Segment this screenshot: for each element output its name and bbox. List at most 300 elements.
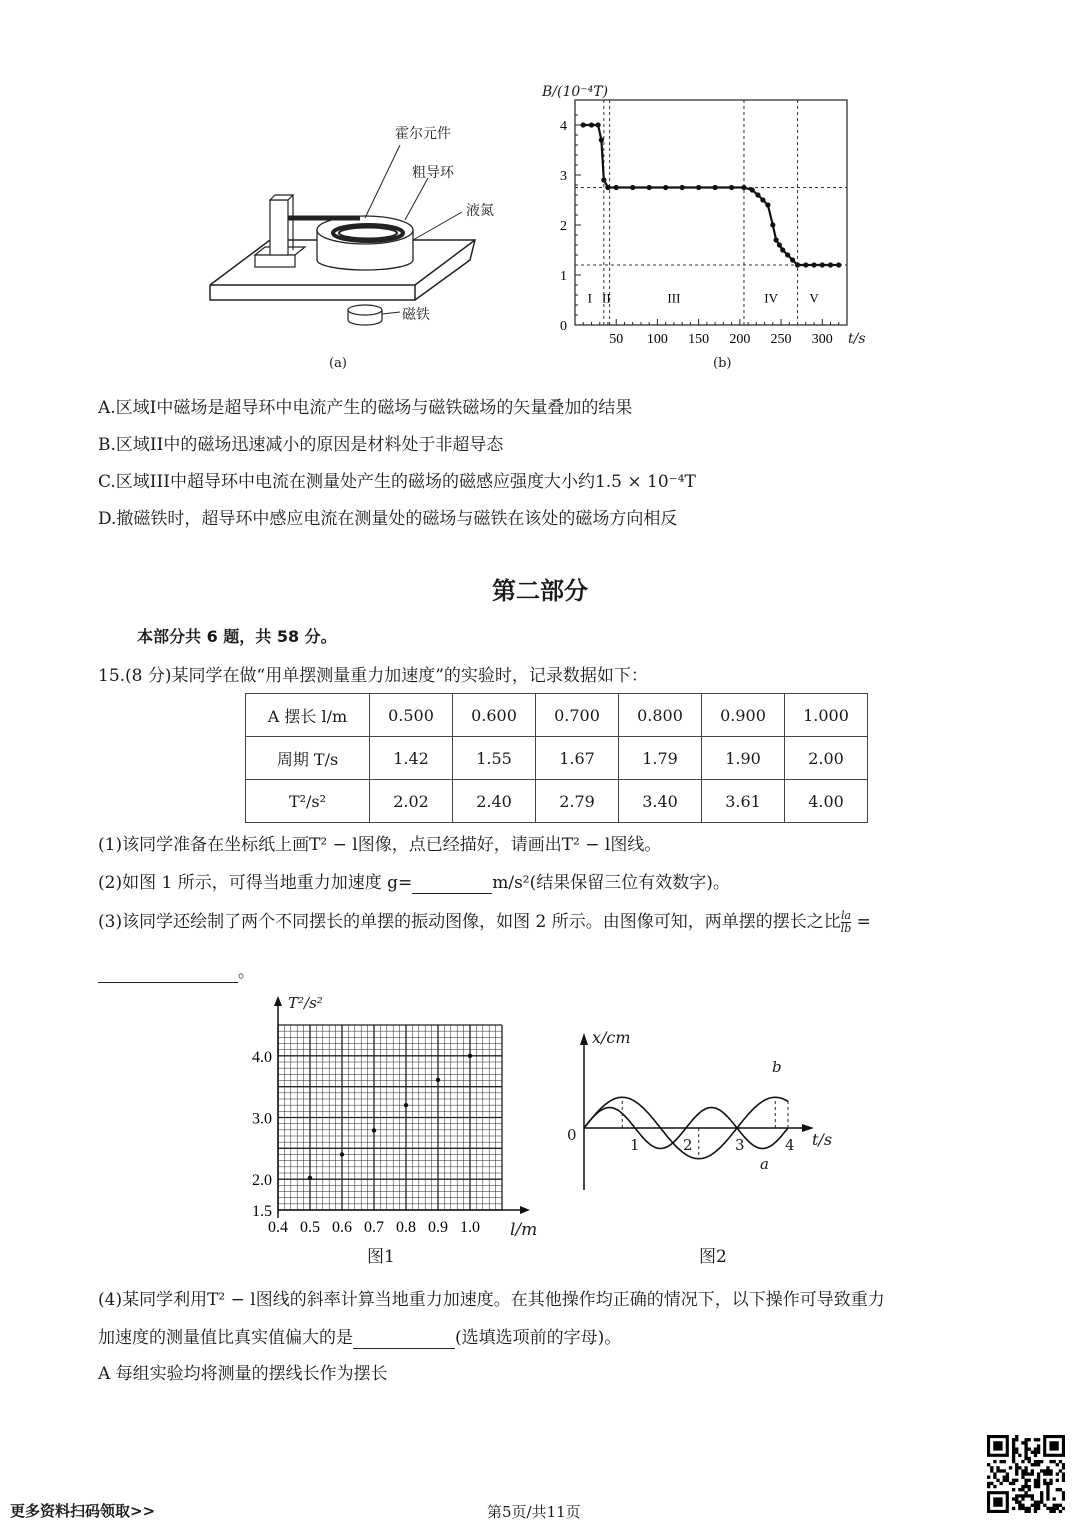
qr-module	[1003, 1469, 1006, 1472]
qr-finder	[1049, 1441, 1058, 1450]
qr-module	[1034, 1451, 1037, 1454]
qr-module	[1009, 1466, 1012, 1469]
qr-module	[1015, 1469, 1018, 1472]
qr-module	[996, 1466, 999, 1469]
x-tick-label: 0.7	[364, 1219, 384, 1236]
qr-module	[1012, 1457, 1015, 1460]
fig2-tick: 2	[683, 1136, 693, 1154]
label-coarse-ring: 粗导环	[412, 165, 454, 181]
data-point	[790, 257, 795, 262]
qr-module	[1053, 1504, 1056, 1507]
option-b: B.区域II中的磁场迅速减小的原因是材料处于非超导态	[98, 435, 504, 455]
qr-module	[1046, 1497, 1049, 1500]
q15-part1: (1)该同学准备在坐标纸上画T² − l图像，点已经描好，请画出T² − l图线。	[98, 835, 662, 855]
qr-module	[1028, 1494, 1031, 1497]
qr-module	[1034, 1510, 1037, 1513]
label-hall-element: 霍尔元件	[395, 126, 451, 142]
qr-module	[1034, 1504, 1037, 1507]
qr-module	[1037, 1472, 1040, 1475]
data-point	[755, 192, 760, 197]
x-tick-label: 0.5	[300, 1219, 320, 1236]
qr-module	[1024, 1485, 1027, 1488]
qr-module	[1046, 1488, 1049, 1491]
qr-module	[1024, 1507, 1027, 1510]
figure-2-chart	[560, 1025, 850, 1195]
qr-module	[993, 1476, 996, 1479]
qr-module	[1046, 1507, 1049, 1510]
qr-module	[1012, 1451, 1015, 1454]
qr-module	[1040, 1501, 1043, 1504]
data-point	[601, 177, 606, 182]
data-point	[836, 262, 841, 267]
answer-blank-choice[interactable]	[353, 1328, 455, 1349]
qr-module	[993, 1460, 996, 1463]
data-point	[696, 185, 701, 190]
qr-module	[1021, 1441, 1024, 1444]
qr-module	[1046, 1472, 1049, 1475]
x-tick-label: 0.9	[428, 1219, 448, 1236]
data-point	[605, 185, 610, 190]
q15-part4-hint: (选填选项前的字母)。	[455, 1328, 622, 1348]
qr-module	[1031, 1497, 1034, 1500]
qr-module	[1015, 1494, 1018, 1497]
qr-module	[1034, 1454, 1037, 1457]
qr-module	[993, 1485, 996, 1488]
data-point	[404, 1103, 408, 1107]
table-cell: 1.000	[785, 694, 868, 737]
q15-part3-answer	[98, 957, 255, 983]
table-cell: 3.40	[619, 780, 702, 823]
y-tick-label: 4.0	[252, 1048, 272, 1066]
qr-module	[1018, 1501, 1021, 1504]
qr-module	[990, 1469, 993, 1472]
table-cell: 0.900	[702, 694, 785, 737]
qr-module	[1021, 1472, 1024, 1475]
figure-b-x-title: t/s	[848, 331, 866, 347]
fig2-label-b: b	[772, 1058, 782, 1076]
option-c-text: C.区域III中超导环中电流在测量处产生的磁场的磁感应强度大小约	[98, 472, 595, 492]
qr-module	[1056, 1504, 1059, 1507]
x-tick-label: 0.4	[268, 1219, 288, 1236]
figure-b-y-title: B/(10⁻⁴T)	[542, 84, 609, 100]
data-point	[468, 1054, 472, 1058]
table-cell: 周期 T/s	[246, 737, 370, 780]
fig2-caption: 图2	[699, 1247, 727, 1267]
qr-module	[987, 1476, 990, 1479]
data-point	[599, 137, 604, 142]
x-tick-label: 250	[770, 332, 792, 347]
qr-module	[1040, 1460, 1043, 1463]
qr-module	[1062, 1463, 1065, 1466]
table-row	[246, 694, 868, 737]
qr-module	[1037, 1438, 1040, 1441]
qr-module	[1034, 1501, 1037, 1504]
qr-module	[1053, 1507, 1056, 1510]
qr-module	[1015, 1451, 1018, 1454]
qr-module	[1024, 1466, 1027, 1469]
q15-part4-text: 加速度的测量值比真实值偏大的是	[98, 1328, 353, 1348]
qr-module	[1021, 1469, 1024, 1472]
qr-module	[1046, 1466, 1049, 1469]
x-tick-label: 150	[688, 332, 710, 347]
qr-module	[1059, 1510, 1062, 1513]
data-point	[765, 202, 770, 207]
qr-module	[1021, 1504, 1024, 1507]
qr-module	[1062, 1472, 1065, 1475]
qr-module	[1034, 1438, 1037, 1441]
qr-module	[1012, 1454, 1015, 1457]
data-point	[774, 237, 779, 242]
qr-module	[1037, 1476, 1040, 1479]
qr-module	[1006, 1479, 1009, 1482]
data-point	[372, 1128, 376, 1132]
qr-module	[1062, 1479, 1065, 1482]
qr-module	[1028, 1438, 1031, 1441]
data-point	[630, 185, 635, 190]
fig2-origin: 0	[567, 1126, 577, 1144]
qr-module	[1037, 1485, 1040, 1488]
qr-module	[1015, 1466, 1018, 1469]
q15-part4-line2	[98, 1323, 621, 1349]
data-point	[589, 122, 594, 127]
qr-module	[1046, 1491, 1049, 1494]
region-label: V	[809, 290, 819, 306]
qr-module	[1024, 1469, 1027, 1472]
qr-module	[1012, 1444, 1015, 1447]
fig2-tick: 4	[785, 1136, 795, 1154]
qr-code[interactable]	[987, 1435, 1065, 1513]
qr-module	[1037, 1447, 1040, 1450]
qr-module	[1018, 1466, 1021, 1469]
table-cell: 2.40	[453, 780, 536, 823]
qr-module	[1037, 1451, 1040, 1454]
qr-module	[1018, 1504, 1021, 1507]
y-tick-label: 3	[560, 169, 567, 184]
qr-module	[1034, 1507, 1037, 1510]
qr-module	[999, 1460, 1002, 1463]
x-axis-arrow	[520, 1206, 530, 1214]
qr-module	[1062, 1491, 1065, 1494]
qr-module	[1053, 1497, 1056, 1500]
data-point	[647, 185, 652, 190]
qr-module	[1024, 1451, 1027, 1454]
q15-part3-end: 。	[238, 962, 255, 982]
qr-module	[1037, 1507, 1040, 1510]
qr-module	[1043, 1504, 1046, 1507]
table-cell: 1.67	[536, 737, 619, 780]
qr-module	[1021, 1488, 1024, 1491]
qr-module	[1024, 1441, 1027, 1444]
table-row	[246, 780, 868, 823]
x-tick-label: 100	[646, 332, 668, 347]
fig1-y-title: T²/s²	[288, 994, 323, 1012]
figure-a-caption: (a)	[329, 356, 347, 371]
qr-module	[1009, 1482, 1012, 1485]
qr-module	[1034, 1479, 1037, 1482]
qr-module	[1056, 1479, 1059, 1482]
qr-module	[1049, 1507, 1052, 1510]
qr-module	[1021, 1507, 1024, 1510]
qr-module	[1015, 1435, 1018, 1438]
qr-module	[1003, 1460, 1006, 1463]
qr-module	[1028, 1485, 1031, 1488]
table-cell: 2.79	[536, 780, 619, 823]
x-tick-label: 1.0	[460, 1219, 480, 1236]
qr-module	[996, 1469, 999, 1472]
qr-module	[1024, 1491, 1027, 1494]
qr-module	[1015, 1438, 1018, 1441]
data-point	[614, 185, 619, 190]
qr-module	[1053, 1460, 1056, 1463]
table-cell: 1.55	[453, 737, 536, 780]
fig1-x-title: l/m	[510, 1220, 538, 1240]
qr-module	[1062, 1476, 1065, 1479]
qr-module	[1003, 1479, 1006, 1482]
qr-module	[1012, 1447, 1015, 1450]
section-title: 第二部分	[492, 577, 588, 605]
qr-module	[1034, 1460, 1037, 1463]
qr-module	[1043, 1482, 1046, 1485]
table-cell: 2.00	[785, 737, 868, 780]
qr-module	[1021, 1460, 1024, 1463]
qr-module	[1012, 1460, 1015, 1463]
qr-module	[1024, 1457, 1027, 1460]
data-point	[795, 262, 800, 267]
qr-module	[1059, 1504, 1062, 1507]
qr-module	[1062, 1497, 1065, 1500]
qr-module	[993, 1472, 996, 1475]
qr-module	[1040, 1491, 1043, 1494]
qr-module	[1049, 1460, 1052, 1463]
qr-module	[987, 1482, 990, 1485]
qr-module	[1028, 1510, 1031, 1513]
fig2-label-a: a	[760, 1155, 769, 1173]
qr-module	[1059, 1488, 1062, 1491]
qr-module	[1043, 1472, 1046, 1475]
footer-more-resources[interactable]: 更多资料扫码领取>>	[10, 1502, 156, 1520]
qr-module	[1015, 1472, 1018, 1475]
data-point	[729, 185, 734, 190]
qr-module	[1031, 1451, 1034, 1454]
qr-module	[1012, 1488, 1015, 1491]
qr-module	[1037, 1444, 1040, 1447]
qr-module	[1028, 1479, 1031, 1482]
qr-module	[1037, 1501, 1040, 1504]
data-point	[811, 262, 816, 267]
x-tick-label: 300	[811, 332, 833, 347]
qr-module	[1040, 1494, 1043, 1497]
qr-module	[1015, 1463, 1018, 1466]
qr-module	[1059, 1460, 1062, 1463]
qr-module	[996, 1479, 999, 1482]
qr-module	[1062, 1494, 1065, 1497]
table-cell: T²/s²	[246, 780, 370, 823]
qr-module	[1056, 1463, 1059, 1466]
qr-module	[1006, 1472, 1009, 1475]
q15-part4: (4)某同学利用T² − l图线的斜率计算当地重力加速度。在其他操作均正确的情况下，以下操作可导致重力	[98, 1290, 885, 1310]
q15-option-a: A 每组实验均将测量的摆线长作为摆长	[98, 1364, 388, 1384]
q15-part2-text: (2)如图 1 所示，可得当地重力加速度 g=	[98, 873, 413, 893]
qr-module	[1037, 1460, 1040, 1463]
qr-module	[1049, 1510, 1052, 1513]
qr-module	[1024, 1472, 1027, 1475]
answer-blank-g[interactable]	[412, 873, 492, 894]
fig2-tick: 3	[735, 1136, 745, 1154]
data-point	[680, 185, 685, 190]
qr-module	[1003, 1476, 1006, 1479]
q15-part2	[98, 868, 730, 894]
plot-frame	[575, 100, 847, 325]
q15-stem: 15.(8 分)某同学在做“用单摆测量重力加速度”的实验时，记录数据如下：	[98, 666, 648, 686]
qr-module	[1024, 1447, 1027, 1450]
ratio-numerator: la	[840, 909, 852, 922]
qr-module	[1046, 1482, 1049, 1485]
answer-blank-ratio[interactable]	[98, 962, 238, 983]
qr-module	[1024, 1454, 1027, 1457]
qr-module	[1034, 1463, 1037, 1466]
qr-module	[1018, 1507, 1021, 1510]
figure-1-chart	[240, 990, 550, 1250]
qr-module	[1018, 1454, 1021, 1457]
qr-module	[1012, 1497, 1015, 1500]
qr-module	[1024, 1444, 1027, 1447]
qr-module	[1024, 1482, 1027, 1485]
table-cell: 4.00	[785, 780, 868, 823]
region-label: IV	[764, 290, 779, 306]
series-line	[583, 125, 839, 265]
qr-module	[1040, 1497, 1043, 1500]
qr-finder	[993, 1497, 1002, 1506]
option-a: A.区域I中磁场是超导环中电流产生的磁场与磁铁磁场的矢量叠加的结果	[98, 398, 633, 418]
fig2-y-title: x/cm	[592, 1028, 631, 1047]
qr-module	[1034, 1485, 1037, 1488]
label-liquid-nitrogen: 液氮	[466, 203, 494, 219]
qr-module	[1031, 1504, 1034, 1507]
qr-module	[1012, 1479, 1015, 1482]
q15-part3-text: (3)该同学还绘制了两个不同摆长的单摆的振动图像，如图 2 所示。由图像可知，两单摆的摆长之比	[98, 912, 841, 932]
data-point	[581, 122, 586, 127]
qr-module	[1056, 1488, 1059, 1491]
qr-module	[1028, 1488, 1031, 1491]
qr-module	[1056, 1472, 1059, 1475]
ratio-equals: =	[856, 912, 871, 932]
qr-module	[1015, 1497, 1018, 1500]
ratio-denominator: lb	[840, 922, 852, 935]
data-point	[436, 1078, 440, 1082]
qr-module	[1012, 1507, 1015, 1510]
qr-module	[999, 1469, 1002, 1472]
qr-module	[990, 1482, 993, 1485]
data-point	[780, 247, 785, 252]
qr-module	[1053, 1510, 1056, 1513]
figure-b-caption: (b)	[713, 356, 732, 371]
x-tick-label: 200	[729, 332, 751, 347]
data-point	[777, 242, 782, 247]
qr-module	[1031, 1469, 1034, 1472]
fig1-caption: 图1	[367, 1247, 395, 1267]
q15-part2-unit: m/s²(结果保留三位有效数字)。	[492, 873, 730, 893]
pendulum-data-table	[245, 693, 868, 823]
qr-module	[1046, 1485, 1049, 1488]
qr-module	[1015, 1447, 1018, 1450]
y-axis-arrow	[580, 1033, 588, 1045]
qr-module	[1031, 1494, 1034, 1497]
table-row	[246, 737, 868, 780]
table-cell: 0.500	[370, 694, 453, 737]
table-cell: 3.61	[702, 780, 785, 823]
region-label: I	[587, 290, 593, 306]
qr-module	[1043, 1469, 1046, 1472]
qr-module	[1015, 1479, 1018, 1482]
qr-module	[1024, 1494, 1027, 1497]
x-tick-label: 50	[609, 332, 624, 347]
data-point	[803, 262, 808, 267]
qr-module	[1046, 1494, 1049, 1497]
table-cell: A 摆长 l/m	[246, 694, 370, 737]
qr-module	[1062, 1507, 1065, 1510]
qr-module	[1049, 1482, 1052, 1485]
y-tick-label: 1.5	[252, 1203, 272, 1220]
page-number: 第5页/共11页	[487, 1503, 581, 1521]
region-label: II	[601, 290, 611, 306]
data-point	[760, 197, 765, 202]
qr-module	[1043, 1479, 1046, 1482]
qr-module	[1012, 1438, 1015, 1441]
fig2-x-title: t/s	[812, 1130, 833, 1149]
qr-module	[1049, 1472, 1052, 1475]
figure-b-chart	[535, 80, 880, 380]
data-point	[713, 185, 718, 190]
data-point	[741, 185, 746, 190]
table-cell: 2.02	[370, 780, 453, 823]
qr-module	[1021, 1497, 1024, 1500]
data-point	[750, 187, 755, 192]
table-cell: 0.600	[453, 694, 536, 737]
table-cell: 0.700	[536, 694, 619, 737]
y-tick-label: 4	[560, 119, 567, 134]
qr-module	[1034, 1447, 1037, 1450]
qr-module	[1049, 1469, 1052, 1472]
qr-module	[1034, 1482, 1037, 1485]
qr-module	[1062, 1466, 1065, 1469]
y-tick-label: 2.0	[252, 1172, 272, 1190]
qr-module	[1028, 1457, 1031, 1460]
table-cell: 1.90	[702, 737, 785, 780]
data-point	[340, 1152, 344, 1156]
qr-module	[1024, 1510, 1027, 1513]
qr-module	[1012, 1482, 1015, 1485]
qr-module	[1028, 1507, 1031, 1510]
section-note: 本部分共 6 题，共 58 分。	[137, 627, 337, 646]
qr-module	[1046, 1469, 1049, 1472]
qr-module	[1018, 1494, 1021, 1497]
data-point	[308, 1176, 312, 1180]
option-c	[98, 467, 696, 492]
qr-module	[1049, 1479, 1052, 1482]
qr-module	[1037, 1479, 1040, 1482]
table-cell: 1.42	[370, 737, 453, 780]
x-tick-label: 0.8	[396, 1219, 416, 1236]
qr-module	[1018, 1488, 1021, 1491]
data-point	[785, 252, 790, 257]
x-tick-label: 0.6	[332, 1219, 352, 1236]
qr-module	[1021, 1476, 1024, 1479]
data-point	[828, 262, 833, 267]
qr-module	[1059, 1469, 1062, 1472]
qr-module	[1028, 1460, 1031, 1463]
qr-module	[1031, 1472, 1034, 1475]
qr-module	[999, 1482, 1002, 1485]
